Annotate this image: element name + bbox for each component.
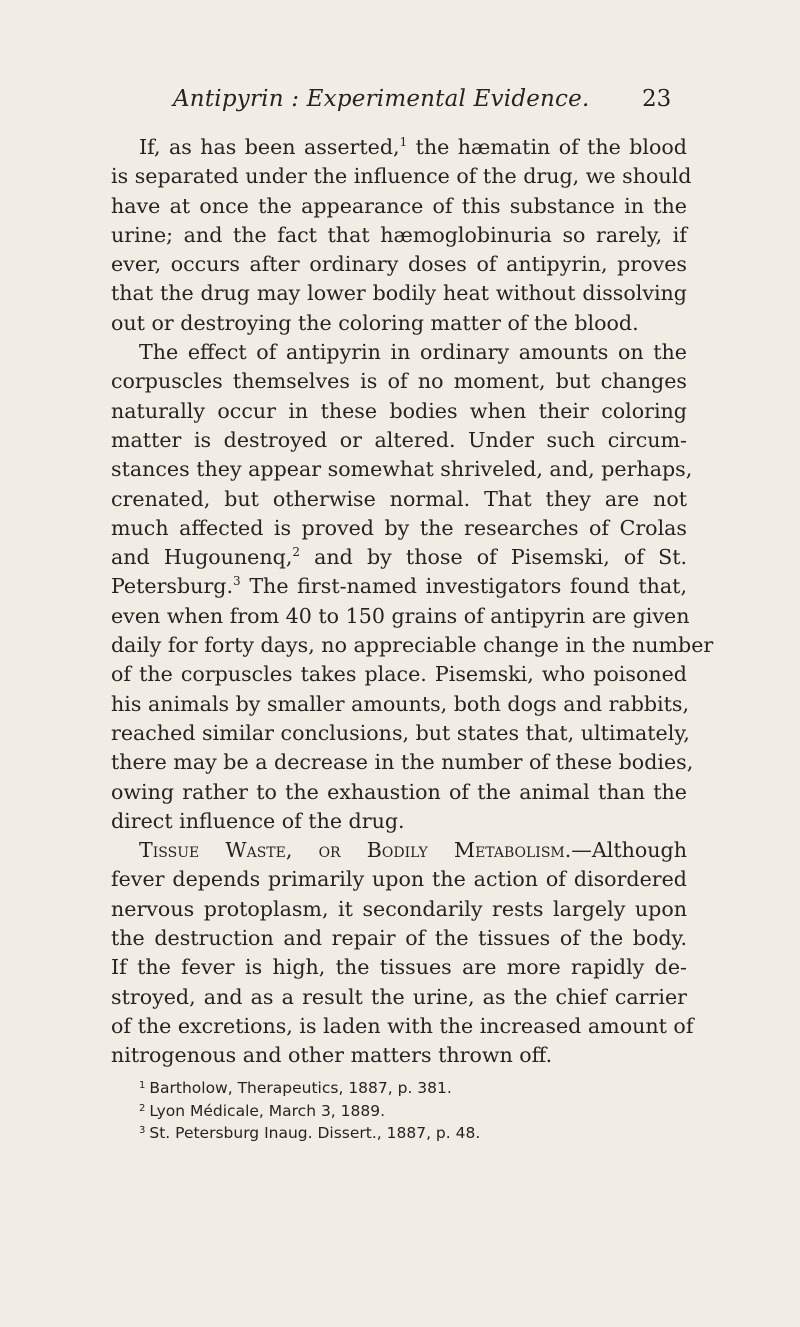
footnote-ref: 1 [399, 135, 408, 149]
footnotes [139, 1076, 699, 1144]
footnote: $^1$ Bartholow, Therapeutics, 1887, p. 381. [139, 1079, 452, 1097]
text-line: The effect of antipyrin in ordinary amounts on the [139, 340, 687, 365]
text-line: crenated, but otherwise normal. That they are not [111, 486, 687, 511]
text-line: If the fever is high, the tissues are more rapidly de- [111, 955, 687, 980]
text-line: much affected is proved by the researches of Crolas [111, 515, 687, 540]
text-line: fever depends primarily upon the action of disordered [111, 867, 687, 892]
text-line: nervous protoplasm, it secondarily rests largely upon [111, 896, 687, 921]
footnote-ref: 3 [233, 574, 241, 589]
text-line: ever, occurs after ordinary doses of antipyrin, proves [111, 252, 687, 277]
page-number: 23 [642, 86, 672, 112]
text-line: reached similar conclusions, but states that, ultimately, [111, 720, 690, 745]
footnote-mark: 2 [139, 1102, 146, 1114]
text-line: corpuscles themselves is of no moment, but changes [111, 369, 687, 394]
text-line: direct influence of the drug. [111, 808, 405, 833]
text-line: of the corpuscles takes place. Pisemski, who poisoned [111, 662, 687, 687]
text-line: is separated under the influence of the drug, we should [111, 164, 692, 189]
text-line: the destruction and repair of the tissues of the body. [111, 926, 687, 951]
text-line: urine; and the fact that hæmoglobinuria so rarely, if [111, 222, 687, 247]
footnote: $^2$ Lyon Médicale, March 3, 1889. [139, 1101, 386, 1120]
section-heading-line: Tissue Waste, or Bodily Metabolism.—Although [139, 838, 687, 863]
text-line: of the excretions, is laden with the increased amount of [111, 1013, 694, 1038]
text-line: out or destroying the coloring matter of the blood. [111, 310, 639, 335]
body-text [111, 133, 714, 1071]
text-line: If, as has been asserted,$^1$ the hæmatin of the blood [139, 135, 687, 159]
text-line: stroyed, and as a result the urine, as the chief carrier [111, 984, 687, 1009]
text-line: Petersburg.$^3$ The first-named investigators found that, [111, 574, 687, 599]
section-heading: Tissue Waste, or Bodily Metabolism. [139, 838, 572, 863]
text-line: even when from 40 to 150 grains of antipyrin are given [111, 603, 690, 628]
text-line: and Hugounenq,$^2$ and by those of Pisemski, of St. [111, 545, 688, 570]
footnote-mark: 3 [139, 1125, 146, 1136]
text-line: his animals by smaller amounts, both dogs and rabbits, [111, 691, 690, 716]
text-line: that the drug may lower bodily heat without dissolving [111, 281, 687, 306]
text-line: there may be a decrease in the number of these bodies, [111, 750, 694, 775]
footnote: $^3$ St. Petersburg Inaug. Dissert., 1887, p. 48. [139, 1124, 481, 1142]
footnote-ref: 2 [292, 545, 301, 560]
text-line: daily for forty days, no appreciable change in the number [111, 633, 714, 658]
text-line: stances they appear somewhat shriveled, and, perhaps, [111, 457, 693, 482]
text-line: matter is destroyed or altered. Under such circum- [111, 427, 687, 452]
running-header [0, 86, 800, 126]
running-title: Antipyrin : Experimental Evidence. [173, 86, 590, 112]
text-line: owing rather to the exhaustion of the animal than the [111, 779, 687, 804]
text-line: nitrogenous and other matters thrown off. [111, 1043, 553, 1068]
footnote-mark: 1 [139, 1080, 146, 1091]
text-line: naturally occur in these bodies when their coloring [111, 398, 687, 423]
text-line: have at once the appearance of this substance in the [111, 193, 687, 218]
